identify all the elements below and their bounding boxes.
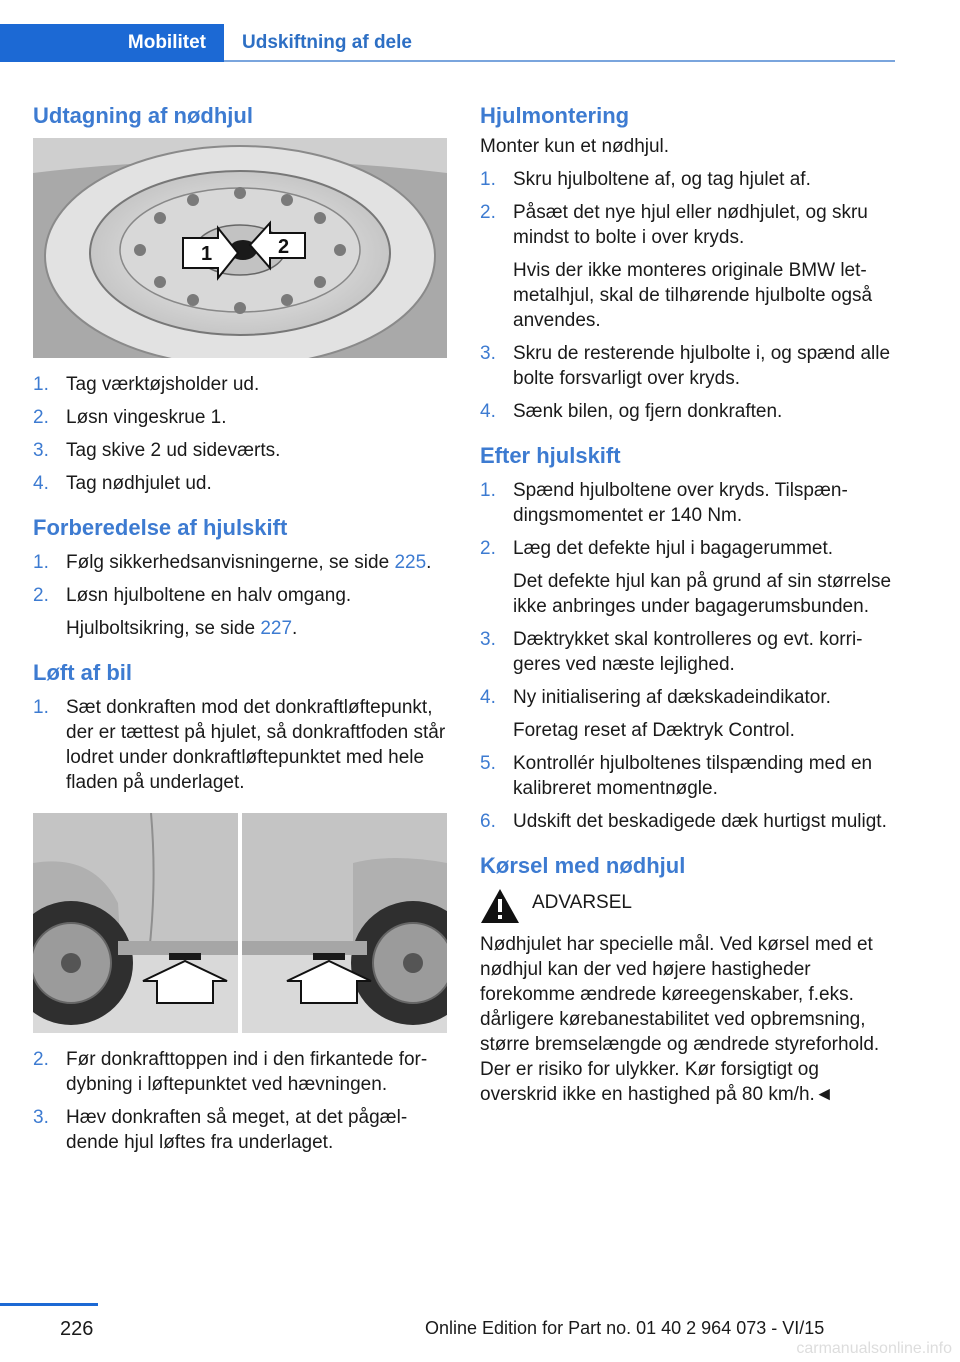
section-title-hjulmontering: Hjulmontering <box>480 103 630 128</box>
jack-point-figure <box>33 813 447 1033</box>
spare-wheel-figure <box>33 138 447 358</box>
section-title-efter: Efter hjulskift <box>480 443 621 468</box>
jack-panel-left <box>33 813 238 1033</box>
list-item: 1. Følg sikkerhedsanvisningerne, se side 225. <box>33 552 432 573</box>
hjulmontering-subtitle: Monter kun et nødhjul. <box>480 136 670 157</box>
figure-label-1: 1 <box>201 243 213 265</box>
right-column <box>480 100 898 1107</box>
warning-text: Nødhjulet har specielle mål. Ved kørsel med et nødhjul kan der ved højere hastigheder forekomme ændrede køreegenskaber, f.eks. dårligere kørebanestabilitet ved opbremsning, større bremselængde og ændrede styreforhold. Der er risiko for ulykker. Kør forsigtigt og overskrid ikke en hastighed på 80 km/h.◄ <box>480 934 880 1105</box>
section-title-loeft: Løft af bil <box>33 660 132 685</box>
header-divider <box>224 60 895 62</box>
warning-title: ADVARSEL <box>532 892 632 913</box>
edition-text: Online Edition for Part no. 01 40 2 964 073 - VI/15 <box>425 1318 825 1338</box>
list-item: 1. Tag værktøjsholder ud. <box>33 374 260 395</box>
list-item: 4. Tag nødhjulet ud. <box>33 473 212 494</box>
tab-udskiftning[interactable] <box>224 24 430 62</box>
warning-triangle-icon <box>480 888 520 924</box>
page-number: 226 <box>60 1318 94 1340</box>
hjulmontering-steps <box>480 167 898 424</box>
list-item: 2. Løsn hjulboltene en halv omgang. Hjulboltsikring, se side 227. <box>33 585 352 639</box>
list-item: 3. Dæktrykket skal kontrolleres og evt. korrigeres ved næste lejlighed. <box>480 629 863 675</box>
section-title-koersel: Kørsel med nødhjul <box>480 853 686 878</box>
tab-mobilitet[interactable] <box>0 24 224 62</box>
left-column <box>33 100 451 1163</box>
efter-steps <box>480 478 898 834</box>
loeft-steps-b <box>33 1047 451 1155</box>
list-item: 5. Kontrollér hjulboltenes tilspænding med en kalibreret momentnøgle. <box>480 753 873 799</box>
list-item: 2. Påsæt det nye hjul eller nødhjulet, og skru mindst to bolte i over kryds. Hvis der ikke monteres originale BMW letmetalhjul, skal de tilhørende hjulbolte også anvendes. <box>480 202 873 331</box>
jack-panel-right <box>242 813 447 1033</box>
loeft-steps-a <box>33 695 451 795</box>
tab-udskiftning-label: Udskiftning af dele <box>242 32 412 53</box>
list-item: 2. Før donkrafttoppen ind i den firkantede fordybning i løftepunktet ved hævningen. <box>33 1049 428 1095</box>
list-item: 2. Løsn vingeskrue 1. <box>33 407 227 428</box>
section-title-forberedelse: Forberedelse af hjulskift <box>33 515 288 540</box>
watermark: carmanualsonline.info <box>796 1340 952 1357</box>
list-item: 3. Skru de resterende hjulbolte i, og spænd alle bolte forsvarligt over kryds. <box>480 343 891 389</box>
figure-label-2: 2 <box>278 236 290 258</box>
section-title-udtagning: Udtagning af nødhjul <box>33 103 253 128</box>
udtagning-steps <box>33 372 451 496</box>
list-item: 3. Tag skive 2 ud sideværts. <box>33 440 281 461</box>
list-item: 4. Sænk bilen, og fjern donkraften. <box>480 401 783 422</box>
list-item: 4. Ny initialisering af dækskadeindikator. Foretag reset af Dæktryk Control. <box>480 687 831 741</box>
tab-mobilitet-label: Mobilitet <box>127 32 206 53</box>
list-item: 6. Udskift det beskadigede dæk hurtigst muligt. <box>480 811 887 832</box>
list-item: 1. Spænd hjulboltene over kryds. Tilspændingsmomentet er 140 Nm. <box>480 480 848 526</box>
list-item: 1. Skru hjulboltene af, og tag hjulet af. <box>480 169 811 190</box>
list-item: 3. Hæv donkraften så meget, at det pågældende hjul løftes fra underlaget. <box>33 1107 408 1153</box>
list-item: 1. Sæt donkraften mod det donkraftløftepunkt, der er tættest på hjulet, så donkraftfoden står lodret under donkraftløftepunktet med hele fladen på underlaget. <box>33 697 446 793</box>
warning-block <box>480 888 898 924</box>
forberedelse-steps <box>33 550 451 641</box>
list-item: 2. Læg det defekte hjul i bagagerummet. Det defekte hjul kan på grund af sin størrelse ikke anbringes under bagagerumsbunden. <box>480 538 892 617</box>
page-link-225[interactable]: 225 <box>394 552 427 573</box>
footer-divider <box>0 1303 98 1306</box>
page-link-227[interactable]: 227 <box>260 618 293 639</box>
